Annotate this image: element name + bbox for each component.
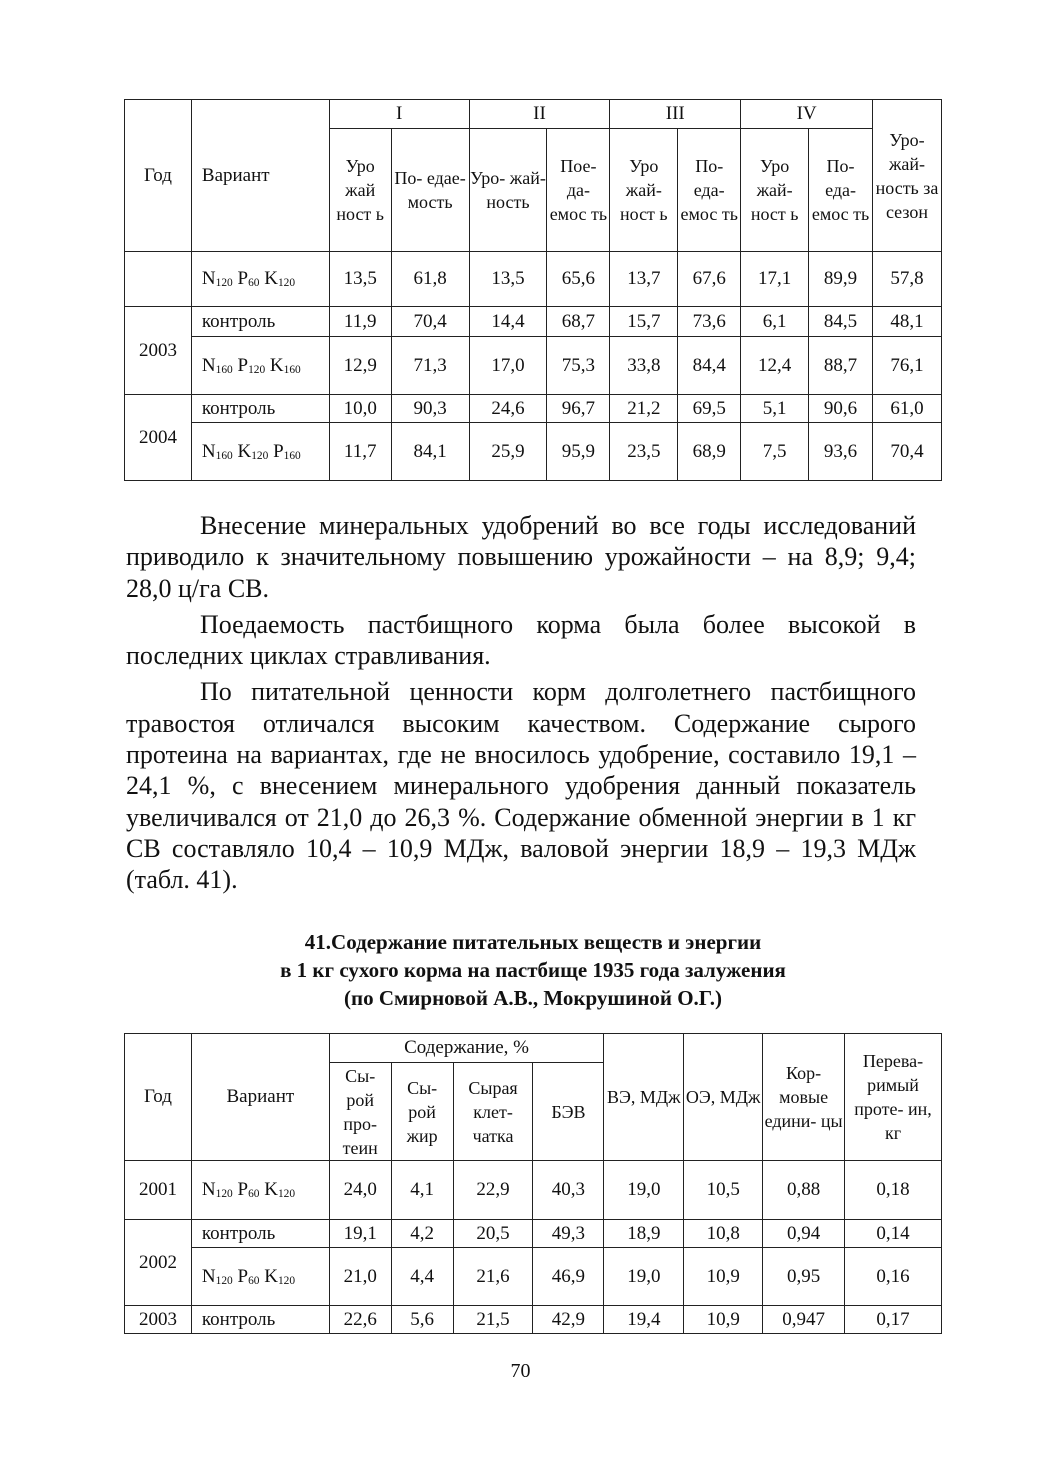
yield-value-cell: 84,4 — [678, 337, 741, 395]
yield-value-cell: 14,4 — [469, 307, 547, 337]
nutrient-value-cell: 4,2 — [391, 1220, 453, 1248]
variant-cell: контроль — [191, 1306, 329, 1334]
title-line-1: 41.Содержание питательных веществ и энергии — [304, 930, 762, 954]
title-line-3: (по Смирновой А.В., Мокрушиной О.Г.) — [343, 986, 723, 1010]
nutrient-value-cell: 0,18 — [845, 1161, 942, 1220]
yield-value-cell: 96,7 — [547, 395, 610, 423]
table-row — [125, 1161, 942, 1220]
yield-value-cell: 93,6 — [809, 423, 873, 481]
table-row — [125, 1248, 942, 1306]
table-row — [125, 337, 942, 395]
yield-value-cell: 84,5 — [809, 307, 873, 337]
yield-value-cell: 33,8 — [610, 337, 678, 395]
variant-cell: $N_{160}$ $P_{120}$ $K_{160}$ — [191, 337, 329, 395]
variant-cell: контроль — [191, 307, 329, 337]
yield-value-cell: 70,4 — [873, 423, 942, 481]
yield-value-cell: 5,1 — [741, 395, 809, 423]
table-row — [125, 1220, 942, 1248]
yield-value-cell: 25,9 — [469, 423, 547, 481]
header-yield-3: Уро жай- ност ь — [610, 129, 678, 252]
nutrient-value-cell: 10,9 — [684, 1306, 763, 1334]
header-feed-units: Кор- мовые едини- цы — [763, 1034, 845, 1161]
year-cell: 2003 — [125, 1306, 192, 1334]
title-line-2: в 1 кг сухого корма на пастбище 1935 года залужения — [280, 958, 786, 982]
yield-value-cell: 13,5 — [469, 252, 547, 307]
header-crude-fiber: Сырая клет- чатка — [453, 1063, 533, 1161]
nutrient-value-cell: 24,0 — [329, 1161, 391, 1220]
table-row — [125, 252, 942, 307]
header-eatability-2: Пое- да- емос ть — [547, 129, 610, 252]
yield-value-cell: 13,5 — [329, 252, 391, 307]
nutrient-value-cell: 18,9 — [604, 1220, 684, 1248]
yield-value-cell: 57,8 — [873, 252, 942, 307]
header-content-group: Содержание, % — [329, 1034, 604, 1063]
header-variant: Вариант — [191, 1034, 329, 1161]
yield-value-cell: 76,1 — [873, 337, 942, 395]
yield-value-cell: 73,6 — [678, 307, 741, 337]
nutrient-value-cell: 19,0 — [604, 1248, 684, 1306]
nutrient-value-cell: 4,1 — [391, 1161, 453, 1220]
paragraph-2: Поедаемость пастбищного корма была более высокой в последних циклах стравливания. — [126, 609, 916, 671]
variant-cell: $N_{120}$ $P_{60}$ $K_{120}$ — [191, 1248, 329, 1306]
yield-value-cell: 6,1 — [741, 307, 809, 337]
yield-value-cell: 67,6 — [678, 252, 741, 307]
yield-value-cell: 71,3 — [391, 337, 469, 395]
nutrient-value-cell: 46,9 — [533, 1248, 604, 1306]
table-row — [125, 423, 942, 481]
header-year: Год — [125, 1034, 192, 1161]
yield-value-cell: 70,4 — [391, 307, 469, 337]
nutrient-value-cell: 10,8 — [684, 1220, 763, 1248]
header-yield-1: Уро жай ност ь — [329, 129, 391, 252]
header-crude-fat: Сы- рой жир — [391, 1063, 453, 1161]
nutrient-value-cell: 0,947 — [763, 1306, 845, 1334]
yield-value-cell: 10,0 — [329, 395, 391, 423]
nutrient-value-cell: 19,4 — [604, 1306, 684, 1334]
header-bev: БЭВ — [533, 1063, 604, 1161]
yield-value-cell: 13,7 — [610, 252, 678, 307]
yield-value-cell: 90,3 — [391, 395, 469, 423]
yield-value-cell: 95,9 — [547, 423, 610, 481]
page-number: 70 — [510, 1360, 531, 1382]
nutrient-value-cell: 0,94 — [763, 1220, 845, 1248]
body-text — [126, 510, 916, 896]
year-cell: 2001 — [125, 1161, 192, 1220]
yield-value-cell: 23,5 — [610, 423, 678, 481]
yield-value-cell: 17,0 — [469, 337, 547, 395]
yield-value-cell: 89,9 — [809, 252, 873, 307]
nutrient-value-cell: 10,9 — [684, 1248, 763, 1306]
year-cell: 2003 — [125, 307, 192, 395]
nutrient-value-cell: 4,4 — [391, 1248, 453, 1306]
header-variant: Вариант — [191, 100, 329, 252]
header-eatability-1: По- едае- мость — [391, 129, 469, 252]
yield-value-cell: 12,4 — [741, 337, 809, 395]
yield-value-cell: 15,7 — [610, 307, 678, 337]
header-period-3: III — [610, 100, 741, 129]
nutrient-value-cell: 21,6 — [453, 1248, 533, 1306]
variant-cell: контроль — [191, 395, 329, 423]
nutrient-value-cell: 19,1 — [329, 1220, 391, 1248]
header-period-1: I — [329, 100, 469, 129]
nutrient-value-cell: 40,3 — [533, 1161, 604, 1220]
header-crude-protein: Сы- рой про- теин — [329, 1063, 391, 1161]
header-eatability-4: По- еда- емос ть — [809, 129, 873, 252]
yield-value-cell: 48,1 — [873, 307, 942, 337]
yield-value-cell: 90,6 — [809, 395, 873, 423]
year-cell: 2004 — [125, 395, 192, 481]
nutrient-value-cell: 5,6 — [391, 1306, 453, 1334]
yield-value-cell: 12,9 — [329, 337, 391, 395]
variant-cell: $N_{120}$ $P_{60}$ $K_{120}$ — [191, 1161, 329, 1220]
nutrient-value-cell: 10,5 — [684, 1161, 763, 1220]
yield-value-cell: 65,6 — [547, 252, 610, 307]
nutrient-value-cell: 42,9 — [533, 1306, 604, 1334]
variant-cell: $N_{160}$ $K_{120}$ $P_{160}$ — [191, 423, 329, 481]
variant-cell: $N_{120}$ $P_{60}$ $K_{120}$ — [191, 252, 329, 307]
table-row — [125, 395, 942, 423]
yield-value-cell: 21,2 — [610, 395, 678, 423]
year-cell: 2002 — [125, 1220, 192, 1306]
yield-value-cell: 7,5 — [741, 423, 809, 481]
yield-value-cell: 68,9 — [678, 423, 741, 481]
nutrient-value-cell: 21,0 — [329, 1248, 391, 1306]
nutrient-value-cell: 0,88 — [763, 1161, 845, 1220]
yield-value-cell: 84,1 — [391, 423, 469, 481]
yield-value-cell: 17,1 — [741, 252, 809, 307]
header-period-4: IV — [741, 100, 873, 129]
nutrient-value-cell: 0,16 — [845, 1248, 942, 1306]
nutrient-table — [124, 1033, 942, 1334]
yield-value-cell: 11,7 — [329, 423, 391, 481]
yield-value-cell: 24,6 — [469, 395, 547, 423]
nutrient-value-cell: 0,17 — [845, 1306, 942, 1334]
header-period-2: II — [469, 100, 610, 129]
yield-value-cell: 61,8 — [391, 252, 469, 307]
nutrient-value-cell: 49,3 — [533, 1220, 604, 1248]
nutrient-value-cell: 19,0 — [604, 1161, 684, 1220]
header-eatability-3: По- еда- емос ть — [678, 129, 741, 252]
header-year: Год — [125, 100, 192, 252]
yield-value-cell: 69,5 — [678, 395, 741, 423]
header-digestible-protein: Перева- римый проте- ин, кг — [845, 1034, 942, 1161]
yield-value-cell: 11,9 — [329, 307, 391, 337]
yield-table — [124, 99, 942, 481]
nutrient-value-cell: 20,5 — [453, 1220, 533, 1248]
year-cell — [125, 252, 192, 307]
variant-cell: контроль — [191, 1220, 329, 1248]
yield-value-cell: 75,3 — [547, 337, 610, 395]
nutrient-value-cell: 0,95 — [763, 1248, 845, 1306]
table-row — [125, 1306, 942, 1334]
header-season-yield: Уро- жай- ность за сезон — [873, 100, 942, 252]
table-row — [125, 307, 942, 337]
header-yield-4: Уро жай- ност ь — [741, 129, 809, 252]
nutrient-value-cell: 0,14 — [845, 1220, 942, 1248]
paragraph-3: По питательной ценности корм долголетнего пастбищного травостоя отличался высоким качеством. Содержание сырого протеина на вариантах, где не вносилось удобрение, составило 19,1 – 24,1 %, с внесением минерального удобрения данный показатель увеличивался от 21,0 до 26,3 %. Содержание обменной энергии в 1 кг СВ составляло 10,4 – 10,9 МДж, валовой энергии 18,9 – 19,3 МДж (табл. 41). — [126, 677, 916, 895]
yield-value-cell: 61,0 — [873, 395, 942, 423]
paragraph-1: Внесение минеральных удобрений во все годы исследований приводило к значительному повышению урожайности – на 8,9; 9,4; 28,0 ц/га СВ. — [126, 511, 916, 603]
nutrient-value-cell: 21,5 — [453, 1306, 533, 1334]
yield-value-cell: 68,7 — [547, 307, 610, 337]
nutrient-value-cell: 22,6 — [329, 1306, 391, 1334]
header-gross-energy: ВЭ, МДж — [604, 1034, 684, 1161]
header-yield-2: Уро- жай- ность — [469, 129, 547, 252]
table-41-title — [124, 928, 942, 1012]
yield-value-cell: 88,7 — [809, 337, 873, 395]
nutrient-value-cell: 22,9 — [453, 1161, 533, 1220]
header-metabolic-energy: ОЭ, МДж — [684, 1034, 763, 1161]
